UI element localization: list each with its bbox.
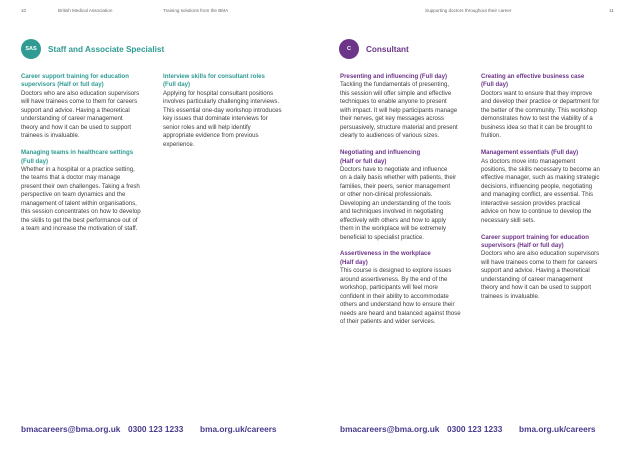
course-description-line: appropriate evidence from previous [163,132,259,140]
course-description-line: decisions, influencing people, negotiating [481,182,593,190]
course-description-line: of their patients and wider services. [340,318,436,326]
course-description-line: confident in their ability to accommodate [340,292,449,300]
course-item [21,73,163,141]
course-title-line: Creating an effective business case [481,73,585,80]
course-description-line: Doctors who are also education supervisors [21,89,140,97]
course-item [340,250,482,326]
footer-website-link[interactable]: bma.org.uk/careers [200,424,277,434]
course-description-line: Whether in a hospital or a practice setting, [21,165,135,173]
course-description-line: needs are heard and balanced against those [340,309,461,317]
right-page-number: 11 [609,8,614,13]
association-name: British Medical Association [58,8,113,13]
footer-phone: 0300 123 1233 [447,424,503,434]
course-description-line: Doctors want to ensure that they improve [481,89,593,97]
left-page-number: 10 [21,8,27,13]
course-description-line: support and advice. Having a theoretical [481,267,590,275]
course-description-line: support and advice. Having a theoretical [21,106,130,114]
course-description-line: will have trainees come to them for careers [21,98,138,106]
course-description-line: or other non-clinical professionals. [340,191,433,199]
sas-section-heading [21,39,164,59]
course-description-line: workshop, participants will feel more [340,284,438,292]
course-description-line: advice on how to continue to develop the [481,208,592,216]
left-footer [21,424,277,434]
course-description-line: Doctors who are also education supervisors [481,250,600,258]
course-description-line: this session will offer simple and effective [340,89,452,97]
course-description-line: this session concentrates on how to develop [21,208,141,216]
consultant-section-heading [339,39,409,59]
course-description-line: will have trainees come to them for careers [481,258,598,266]
consultant-section-title: Consultant [366,44,409,54]
course-title-line: Interview skills for consultant roles [163,73,265,80]
course-description-line: families, their peers, senior management [340,182,451,190]
course-description-line: involves particularly challenging interviews. [163,98,280,106]
right-running-title: Supporting doctors throughout their career [425,8,512,13]
course-description-line: senior roles and will help identify [163,123,251,131]
course-title-line: supervisors (Half or full day) [21,81,104,89]
course-title-line: Management essentials (Full day) [481,149,579,157]
course-description-line: the teams that a doctor may manage [21,174,121,182]
course-description-line: their nerves, get key messages across [340,115,444,123]
course-description-line: business idea so that it can be brought to [481,123,593,131]
course-description-line: positions, the skills necessary to become an [481,165,600,173]
course-description-line: and techniques involved in negotiating [340,208,444,216]
right-footer [340,424,596,434]
course-description-line: present their own challenges. Taking a fresh [21,182,140,190]
course-item [481,73,623,141]
course-title-line: (Half day) [340,258,368,266]
course-description-line: them in the workplace will be extremely [340,225,447,233]
course-description-line: key issues that dominate interviews for [163,115,268,123]
sas-column-1 [21,73,163,242]
course-description-line: theory and how it can be used to support [481,284,592,292]
course-description-line: Tackling the fundamentals of presenting, [340,81,450,89]
course-description-line: clearly to audiences of various sizes. [340,132,440,140]
course-description-line: effectively with others and how to apply [340,216,446,224]
course-description-line: and develop their practice or department for [481,98,600,106]
course-description-line: and managing conflict, are essential. This [481,191,594,199]
course-description-line: theory and how it can be used to support [21,123,132,131]
course-description-line: trainees is invaluable. [481,292,540,300]
course-title-line: (Half or full day) [340,157,387,165]
sas-badge: SAS [21,39,41,59]
course-item [340,149,482,242]
sas-section-title: Staff and Associate Specialist [48,44,165,54]
sas-column-2 [163,73,305,158]
course-description-line: Applying for hospital consultant positions [163,89,274,97]
course-description-line: fruition. [481,132,501,140]
course-title-line: supervisors (Half or full day) [481,242,564,250]
course-item [481,149,623,225]
course-description-line: interactive session provides practical [481,199,581,207]
course-description-line: perspective on team dynamics and the [21,191,126,199]
course-description-line: Doctors have to negotiate and influence [340,165,448,173]
course-title-line: Presenting and influencing (Full day) [340,73,447,80]
footer-website-link[interactable]: bma.org.uk/careers [519,424,596,434]
course-title-line: Negotiating and influencing [340,149,421,157]
course-description-line: management of talent within organisations, [21,199,137,207]
course-description-line: This essential one-day workshop introduces [163,106,282,114]
footer-email-link[interactable]: bmacareers@bma.org.uk [21,424,121,434]
course-description-line: effective manager, such as making strategic [481,174,600,182]
course-description-line: the better of the community. This workshop [481,106,597,114]
left-running-title: Training solutions from the BMA [163,8,229,13]
course-description-line: Developing an understanding of the tools [340,199,451,207]
course-description-line: understanding of career management [481,275,583,283]
consultant-column-2 [481,73,623,310]
course-description-line: beneficial to specialist practice. [340,233,425,241]
course-description-line: the skills to get the best performance out of [21,216,138,224]
course-description-line: others and understand how to ensure their [340,301,455,309]
course-description-line: trainees is invaluable. [21,132,80,140]
course-title-line: (Full day) [481,81,509,89]
course-description-line: experience. [163,140,195,148]
course-description-line: understanding of career management [21,115,123,123]
course-item [340,73,482,141]
course-item [21,149,163,234]
course-description-line: around assertiveness. By the end of the [340,275,448,283]
course-description-line: As doctors move into management [481,157,576,165]
course-description-line: persuasively, structure material and present [340,123,458,131]
course-item [481,234,623,302]
course-title-line: Assertiveness in the workplace [340,250,431,258]
course-description-line: techniques to enable anyone to present [340,98,447,106]
course-description-line: This course is designed to explore issues [340,267,452,275]
consultant-badge: C [339,39,359,59]
course-title-line: Career support training for education [21,73,130,80]
course-description-line: with impact. It will help participants manage [340,106,458,114]
course-title-line: Career support training for education [481,233,590,241]
footer-email-link[interactable]: bmacareers@bma.org.uk [340,424,440,434]
footer-phone: 0300 123 1233 [128,424,184,434]
course-title-line: Managing teams in healthcare settings [21,149,134,157]
course-description-line: a team and increase the motivation of staff. [21,225,138,233]
course-item [163,73,305,149]
course-title-line: (Full day) [21,157,49,165]
course-title-line: (Full day) [163,81,191,89]
course-description-line: demonstrates how to test the viability of a [481,115,593,123]
consultant-column-1 [340,73,482,335]
course-description-line: necessary skill sets. [481,216,536,224]
course-description-line: on a daily basis whether with patients, their [340,174,457,182]
